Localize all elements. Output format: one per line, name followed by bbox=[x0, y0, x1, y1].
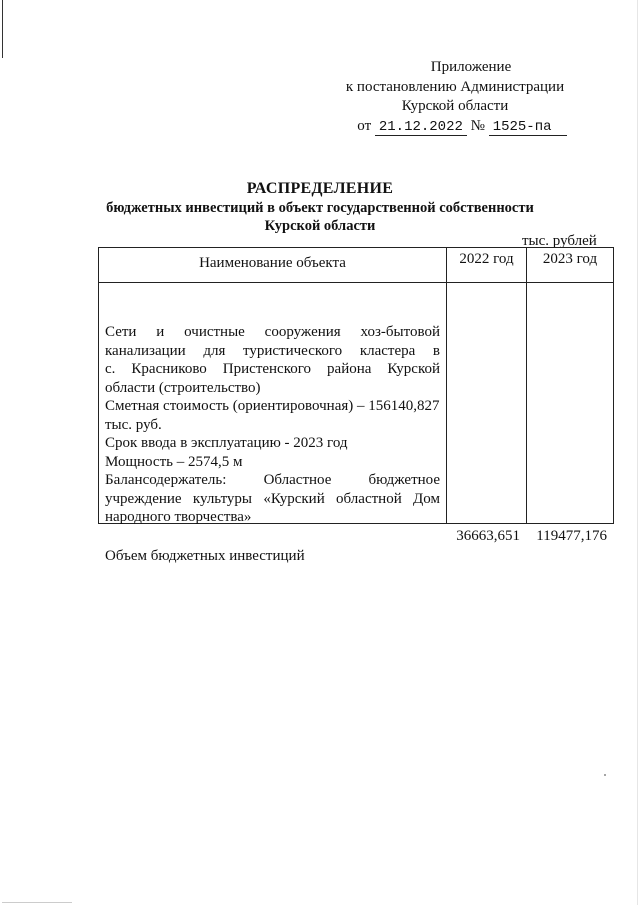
decree-date: 21.12.2022 bbox=[375, 120, 467, 136]
investment-2022-value: 36663,651 bbox=[456, 528, 520, 544]
document-heading: РАСПРЕДЕЛЕНИЕ bbox=[246, 180, 394, 197]
description-line: Сметная стоимость (ориентировочная) – 156140,827 bbox=[105, 398, 440, 414]
value-cell-2023 bbox=[527, 283, 613, 544]
object-cell bbox=[99, 283, 447, 564]
description-line: области (строительство) bbox=[105, 379, 261, 396]
description-line: Балансодержатель: Областное бюджетное bbox=[105, 472, 440, 488]
value-cell-2022 bbox=[447, 283, 527, 544]
appendix-date-line bbox=[300, 117, 610, 137]
document-subtitle-line1: бюджетных инвестиций в объект государственной собственности bbox=[106, 200, 534, 216]
appendix-region: Курской области bbox=[401, 98, 509, 114]
scan-speck bbox=[604, 774, 606, 776]
header-object-name: Наименование объекта bbox=[99, 248, 447, 282]
description-line: Срок ввода в эксплуатацию - 2023 год bbox=[105, 435, 348, 451]
description-line: с. Красниково Пристенского района Курской bbox=[105, 361, 440, 377]
page-edge-left bbox=[2, 0, 3, 58]
description-line: народного творчества» bbox=[105, 509, 252, 525]
appendix-reference: к постановлению Администрации bbox=[345, 78, 565, 95]
investment-2023-value: 119477,176 bbox=[536, 528, 607, 544]
description-line: канализации для туристического кластера в bbox=[105, 342, 440, 359]
description-line: учреждение культуры «Курский областной Дом bbox=[105, 490, 440, 507]
decree-number: 1525-па bbox=[489, 120, 567, 136]
investment-volume-label: Объем бюджетных инвестиций bbox=[105, 547, 305, 564]
table-row bbox=[99, 283, 613, 564]
page-edge-right bbox=[637, 0, 638, 905]
document-subtitle-line2: Курской области bbox=[264, 218, 376, 234]
appendix-title: Приложение bbox=[430, 59, 512, 75]
table-header-row bbox=[99, 248, 613, 283]
appendix-block bbox=[300, 58, 610, 136]
description-line: Сети и очистные сооружения хоз-бытовой bbox=[105, 324, 440, 340]
header-year-2022: 2022 год bbox=[447, 248, 527, 282]
description-line: Мощность – 2574,5 м bbox=[105, 453, 243, 470]
date-prefix: от bbox=[357, 117, 372, 134]
description-line: тыс. руб. bbox=[105, 416, 162, 433]
header-year-2023: 2023 год bbox=[542, 251, 598, 267]
number-sign: № bbox=[470, 117, 485, 134]
object-description bbox=[99, 283, 446, 565]
page-edge-bottom bbox=[2, 902, 72, 903]
investment-table bbox=[98, 247, 614, 564]
units-label: тыс. рублей bbox=[522, 233, 597, 249]
